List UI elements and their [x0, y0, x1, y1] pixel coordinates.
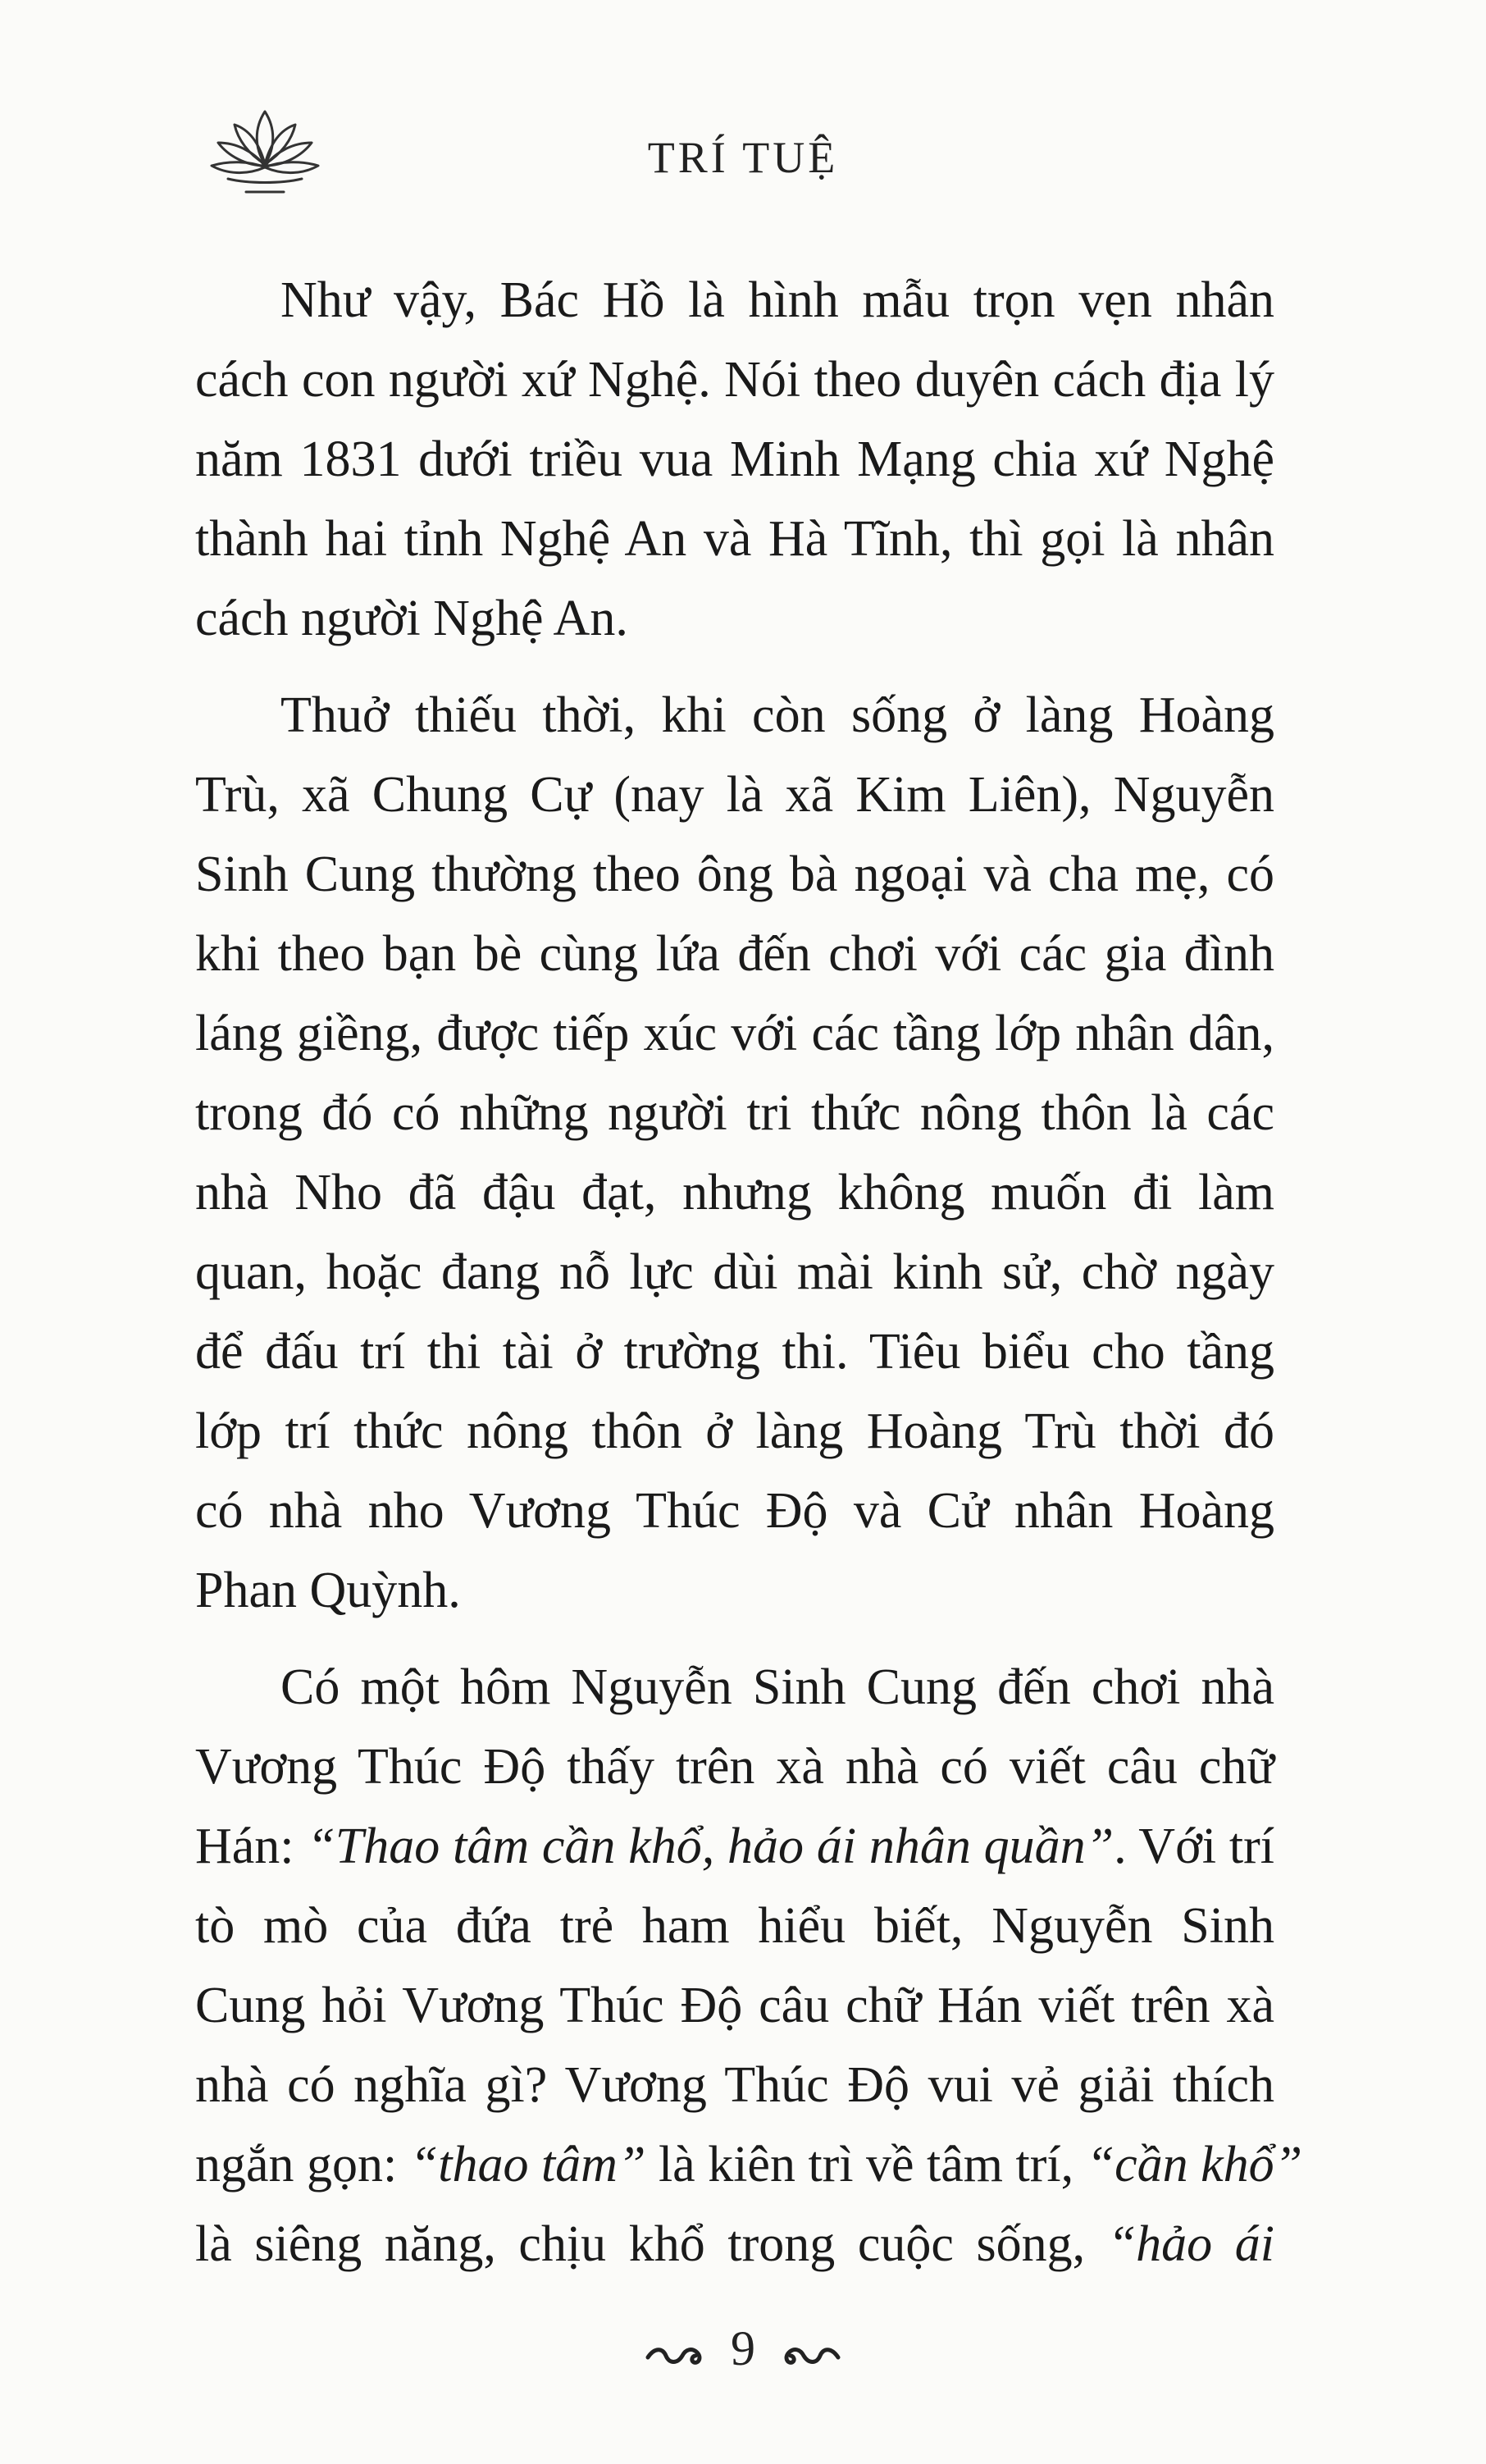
- text-line: nhà có nghĩa gì? Vương Thúc Độ vui vẻ giải thích: [195, 2057, 1274, 2113]
- paragraph-2: [195, 676, 1274, 1631]
- text-line: Trù, xã Chung Cự (nay là xã Kim Liên), Nguyễn: [195, 767, 1274, 823]
- text-line-with-quote: [195, 2205, 1274, 2284]
- lotus-icon: [203, 97, 326, 212]
- text-line: Vương Thúc Độ thấy trên xà nhà có viết câu chữ: [195, 1739, 1274, 1795]
- text-line: láng giềng, được tiếp xúc với các tầng lớp nhân dân,: [195, 1006, 1274, 1061]
- text-line: tò mò của đứa trẻ ham hiểu biết, Nguyễn Sinh: [195, 1898, 1274, 1954]
- text-line: nhà Nho đã đậu đạt, nhưng không muốn đi làm: [195, 1165, 1274, 1221]
- text-line: thành hai tỉnh Nghệ An và Hà Tĩnh, thì gọi là nhân: [195, 511, 1274, 567]
- text-line: để đấu trí thi tài ở trường thi. Tiêu biểu cho tầng: [195, 1324, 1274, 1380]
- italic-quote: “thao tâm”: [409, 2137, 646, 2193]
- paragraph-3: [195, 1648, 1303, 2284]
- italic-quote: “Thao tâm cần khổ, hảo ái nhân quần”: [307, 1818, 1114, 1874]
- page-number: 9: [731, 2321, 755, 2375]
- text-line: có nhà nho Vương Thúc Độ và Cử nhân Hoàng: [195, 1483, 1274, 1539]
- page-footer: [579, 2316, 907, 2390]
- text-line-with-quote: [195, 2125, 1303, 2205]
- text-segment: . Với trí: [1114, 1818, 1274, 1874]
- text-line: lớp trí thức nông thôn ở làng Hoàng Trù thời đó: [195, 1403, 1274, 1459]
- text-line: năm 1831 dưới triều vua Minh Mạng chia xứ Nghệ: [195, 431, 1274, 487]
- paragraph-1: [195, 261, 1274, 659]
- swirl-left-icon: [645, 2339, 707, 2372]
- italic-quote: “hảo ái: [1107, 2216, 1274, 2272]
- text-line: trong đó có những người tri thức nông thôn là các: [195, 1085, 1274, 1141]
- text-line: Thuở thiếu thời, khi còn sống ở làng Hoàng: [280, 687, 1274, 743]
- text-line: Có một hôm Nguyễn Sinh Cung đến chơi nhà: [280, 1659, 1274, 1715]
- text-line: cách người Nghệ An.: [195, 591, 628, 646]
- text-line: khi theo bạn bè cùng lứa đến chơi với các gia đình: [195, 926, 1274, 982]
- body-text: [195, 261, 1303, 2302]
- text-line: Cung hỏi Vương Thúc Độ câu chữ Hán viết trên xà: [195, 1978, 1274, 2033]
- text-segment: ngắn gọn:: [195, 2137, 410, 2193]
- text-line: Phan Quỳnh.: [195, 1563, 461, 1618]
- text-segment: là siêng năng, chịu khổ trong cuộc sống,: [195, 2216, 1108, 2272]
- italic-quote: “cần khổ”: [1086, 2137, 1303, 2193]
- text-segment: Hán:: [195, 1818, 308, 1874]
- text-line: Như vậy, Bác Hồ là hình mẫu trọn vẹn nhân: [280, 272, 1274, 328]
- swirl-right-icon: [779, 2339, 841, 2372]
- text-line: Sinh Cung thường theo ông bà ngoại và cha mẹ, có: [195, 846, 1274, 902]
- text-line-with-quote: [195, 1807, 1274, 1887]
- running-header-title: TRÍ TUỆ: [647, 133, 839, 182]
- text-segment: là kiên trì về tâm trí,: [645, 2137, 1087, 2193]
- text-line: cách con người xứ Nghệ. Nói theo duyên cách địa lý: [195, 352, 1274, 408]
- text-line: quan, hoặc đang nỗ lực dùi mài kinh sử, chờ ngày: [195, 1244, 1274, 1300]
